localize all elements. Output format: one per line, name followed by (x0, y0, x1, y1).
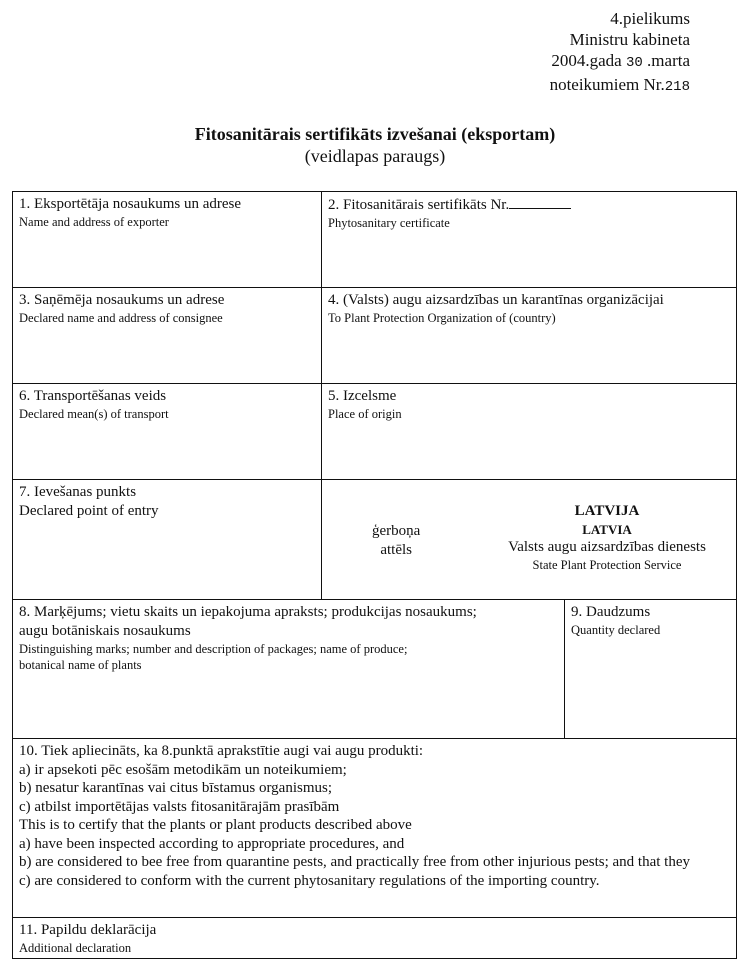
field-additional-declaration-label: 11. Papildu deklarācija (19, 922, 157, 938)
field-marks-label-2: augu botāniskais nosaukums (19, 623, 191, 639)
service-name-en: State Plant Protection Service (532, 558, 682, 572)
annex-date-year: 2004.gada (551, 51, 622, 70)
field-marks-label-1: 8. Marķējums; vietu skaits un iepakojuma apraksts; produkcijas nosaukums; (19, 604, 477, 620)
country-name-lv: LATVIJA (574, 503, 640, 519)
annex-reference (550, 8, 690, 98)
field-marks-label-en-2: botanical name of plants (19, 658, 142, 672)
field-consignee-label-en: Declared name and address of consignee (19, 311, 223, 325)
field-origin-label: 5. Izcelsme (328, 388, 397, 404)
field-exporter-label: 1. Eksportētāja nosaukums un adrese (19, 196, 242, 212)
field-plant-protection-org-label-en: To Plant Protection Organization of (country) (328, 311, 556, 325)
field-certification-statement (13, 739, 736, 918)
annex-regulation-label: noteikumiem Nr. (549, 75, 665, 94)
annex-regulation-number: 218 (664, 79, 690, 95)
field-plant-protection-org-label: 4. (Valsts) augu aizsardzības un karantīnas organizācijai (328, 292, 664, 308)
field-transport-label: 6. Transportēšanas veids (19, 388, 167, 404)
coat-of-arms-placeholder (372, 522, 420, 560)
field-additional-declaration[interactable] (13, 918, 736, 958)
certification-line: c) atbilst importētājas valsts fitosanitārajām prasībām (19, 798, 340, 815)
field-certificate-number-row (328, 195, 730, 215)
annex-number: 4.pielikums (610, 9, 690, 28)
field-marks-description[interactable] (13, 600, 565, 739)
field-plant-protection-org[interactable] (322, 288, 736, 384)
certification-line: a) have been inspected according to appropriate procedures, and (19, 835, 405, 852)
field-certificate-number[interactable] (322, 192, 736, 288)
annex-date-day: 30 (625, 55, 643, 71)
field-transport[interactable] (13, 384, 322, 480)
certification-line: a) ir apsekoti pēc esošām metodikām un noteikumiem; (19, 761, 347, 778)
field-consignee[interactable] (13, 288, 322, 384)
field-marks-label-en-1: Distinguishing marks; number and description of packages; name of produce; (19, 642, 408, 656)
field-exporter[interactable] (13, 192, 322, 288)
certification-line: b) are considered to bee free from quarantine pests, and practically free from other injurious pests; and that they (19, 854, 690, 870)
field-quantity-label-en: Quantity declared (571, 623, 661, 637)
issuing-service (492, 502, 722, 573)
annex-date (550, 50, 690, 74)
field-origin-label-en: Place of origin (328, 407, 402, 421)
field-certificate-number-label: 2. Fitosanitārais sertifikāts Nr. (328, 197, 510, 213)
field-quantity[interactable] (565, 600, 736, 739)
field-consignee-label: 3. Saņēmēja nosaukums un adrese (19, 292, 225, 308)
annex-date-month: .marta (647, 51, 690, 70)
certification-line: This is to certify that the plants or plant products described above (19, 817, 412, 833)
field-origin[interactable] (322, 384, 736, 480)
field-quantity-label: 9. Daudzums (571, 604, 651, 620)
coat-of-arms-text-2: attēls (380, 542, 412, 558)
certification-line: c) are considered to conform with the current phytosanitary regulations of the importing country. (19, 872, 600, 889)
field-certificate-number-label-en: Phytosanitary certificate (328, 216, 450, 230)
annex-authority: Ministru kabineta (569, 30, 690, 49)
issuing-authority-block (322, 480, 736, 600)
certificate-number-blank[interactable] (509, 195, 571, 209)
service-name-lv: Valsts augu aizsardzības dienests (508, 539, 706, 555)
field-point-of-entry[interactable] (13, 480, 322, 600)
document-subtitle: (veidlapas paraugs) (304, 146, 446, 166)
field-exporter-label-en: Name and address of exporter (19, 215, 169, 229)
document-title: Fitosanitārais sertifikāts izvešanai (eksportam) (194, 124, 556, 144)
field-point-of-entry-label-en: Declared point of entry (19, 503, 159, 519)
field-point-of-entry-label: 7. Ievešanas punkts (19, 484, 137, 500)
certification-line: b) nesatur karantīnas vai citus bīstamus organismus; (19, 780, 333, 796)
certificate-form (12, 191, 737, 959)
field-transport-label-en: Declared mean(s) of transport (19, 407, 169, 421)
certification-line: 10. Tiek apliecināts, ka 8.punktā aprakstītie augi vai augu produkti: (19, 743, 424, 759)
coat-of-arms-text-1: ģerboņa (372, 523, 421, 539)
annex-regulation (550, 74, 690, 98)
field-additional-declaration-label-en: Additional declaration (19, 941, 132, 955)
country-name-en: LATVIA (582, 522, 632, 537)
